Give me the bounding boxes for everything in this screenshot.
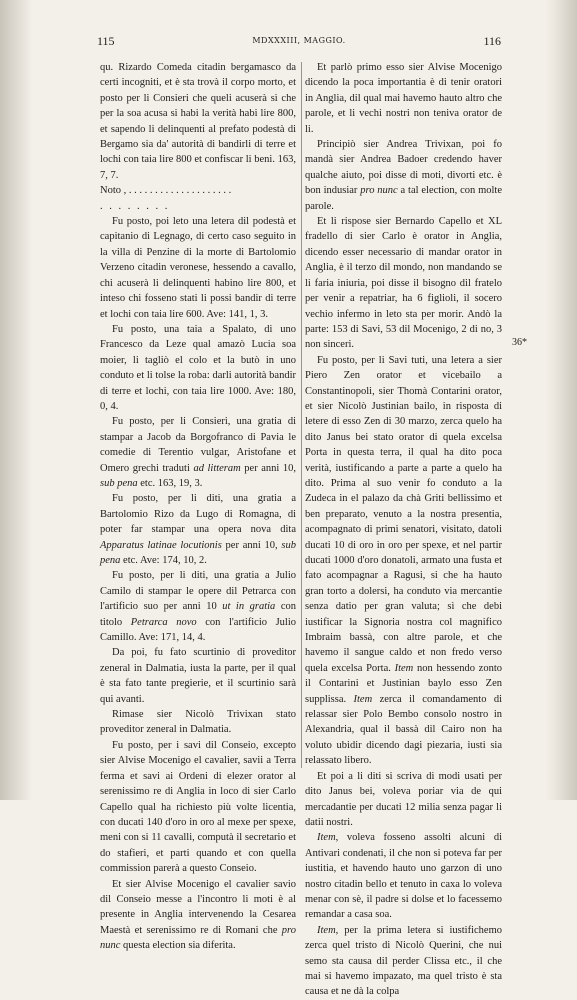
right-page-number: 116 [483,34,501,48]
margin-note: 36* [512,337,527,348]
paragraph [305,60,502,137]
text-run: Fu posto, per li diti, una gratia a Bartolomio Rizo da Lugo di Romagna, di poter far stampar una opera nova dita [100,493,296,536]
text-run: , per la prima letera si iustifichemo zerca quel tristo di Nicolò Querini, che nui semo sta causa dil perder Clissa etc., il che mai si havemo impazato, ma quel tristo è sta causa et ne dà la colpa [305,924,502,998]
paragraph [305,769,502,831]
paragraph [305,923,502,1000]
column-divider [301,62,302,768]
paragraph [100,199,296,214]
paragraph [100,322,296,414]
paragraph [100,491,296,568]
text-run: . . . . . . . . [100,200,170,212]
text-run: a tal election, con molte parole. [305,185,503,212]
text-run: Noto , . . . . . . . . . . . . . . . . . . . . [100,185,232,197]
text-run: zerca il comandamento di relassar sier Polo Bembo consolo nostro in Alexandria, qual il bassà dil Cairo non ha voluto ubidir dicendo dagi piezaria, iusti sia relassato libero. [305,693,502,767]
paragraph [305,214,502,353]
italic-text: sub pena [100,539,296,566]
text-run: etc. 163, 19, 3. [137,477,203,489]
page-edge-shadow-right [545,0,577,800]
paragraph [100,183,296,198]
text-run: Fu posto, per li Savi tuti, una letera a sier Piero Zen orator et vicebailo a Constantinopoli, sier Thomà Contarini orator, et sier Nicolò Justinian bailo, in risposta di letere di esso Zen di 30 marzo, zerca quelo ha dito Janus bei stato orator di quela excelsa Porta in questa terra, il qual ha dito poca verità, iustificando a parte a parte a quelo ha dito. Prima al suo venir fo conduto a la Zudeca in el palazo da chà Griti bellissimo et ben preparato, venuto a la nostra presentia, acompagnato di primi senatori, visitato, datoli ducati 10 di oro in oro per spexe, et nel partir ducati 1000 d'oro donatoli, armato una fusta et fato acompagnar a Ragusi, si che ha hauto gran torto a dolersi, ha conduto via mercantie senza datio per gran valuta; sì che debi iustificar la Signoria nostra col magnifico Imbraim bassà, con altre parole, et che havemo il sangue caldo et non fredo verso quela excelsa Porta. [305,354,502,674]
italic-text: pro nunc [360,185,398,197]
right-column [305,60,502,1000]
left-page-number: 115 [97,34,115,48]
running-header [97,34,501,48]
text-run: per anni 10, [240,462,296,474]
paragraph [100,645,296,707]
text-run: Fu posto, una taia a Spalato, di uno Francesco da Leze qual amazò Lucia soa moier, li tagliò el colo et la butò in uno conduto et li tolse la roba: darli autorità bandir di terre et lochi, con taia lire 1000. Ave: 180, 0, 4. [100,323,296,412]
text-run: per anni 10, [221,539,282,551]
text-run: Et poi a li diti si scriva di modi usati per dito Janus bei, voleva poriar via de qui mercadantie per ducati 12 milia senza pagar li datii nostri. [305,770,502,828]
paragraph [100,738,296,877]
text-run: questa election sia diferita. [120,940,236,952]
paragraph [100,707,296,738]
italic-text: Petrarca novo [130,616,197,628]
paragraph [305,353,502,769]
text-run: Fu posto, poi leto una letera dil podestà et capitanio di Legnago, di certo caso seguito in la villa di Penzine di la morte di Bartolomio Verzeno citadin veronese, hessendo a cavallo, chi acuserà li delinquenti habino lire 800, et inteso chi fosseno stati li possi bandir di terre et lochi con taia lire 600. Ave: 141, 1, 3. [100,216,296,320]
italic-text: Item [317,832,336,844]
italic-text: Item [317,924,336,936]
italic-text: Item [353,693,373,705]
paragraph [100,60,296,183]
text-run: Fu posto, per li Consieri, una gratia di stampar a Jacob da Borgofranco di Pavia le comedie di Terentio vulgar, Aristofane et Omero grechi traduti [100,416,296,474]
paragraph [100,414,296,491]
page-edge-shadow-left [0,0,32,800]
text-run: non hessendo zonto il Contarini et Justinian baylo esso Zen supplissa. [305,662,503,705]
text-run: Et parlò primo esso sier Alvise Mocenigo dicendo la poca importantia è di tenir oratori in Anglia, dil qual mai havemo hauto altro che parole, et li vechi nostri non teniva orator de li. [305,62,502,135]
paragraph [100,877,296,954]
paragraph [305,830,502,922]
paragraph [305,137,502,214]
running-title: MDXXXIII, MAGGIO. [252,36,346,45]
text-run: etc. Ave: 174, 10, 2. [120,555,207,566]
text-run: , voleva fosseno assolti alcuni di Antivari condenati, il che non si poteva far per iustitia, et havendo hauto uno garzon di uno nostro citadin bello et tenuto in caxa lo voleva menar con sè, il padre si dolse et lo facessemo remandar a casa soa. [305,832,502,921]
text-run: Fu posto, per li diti, una gratia a Julio Camilo di stampar le opere dil Petrarca con l'artificio suo per anni 10 [100,570,296,613]
text-run: Da poi, fu fato scurtinio di proveditor zeneral in Dalmatia, iusta la parte, per il qual è sta fato tante pregierie, et il scurtinio sarà qui avanti. [100,647,296,705]
italic-text: ut in gratia [222,601,276,613]
text-run: Principiò sier Andrea Trivixan, poi fo mandà sier Andrea Badoer credendo haver qualche aiuto, poi disse di moti, divorti etc. è bon indusiar [305,139,502,197]
text-run: con l'artificio Julio Camillo. Ave: 171, 14, 4. [100,616,297,644]
text-run: Et li rispose sier Bernardo Capello et XL fradello di sier Carlo è orator in Anglia, dicendo esser necessario di mandar orator in Anglia, è il terzo dil mondo, non mandando se li faria iniuria, poi disse il bisogno dil fratelo per venir a repatriar, ha 6 figlioli, il socero vechio infermo in leto sta per morir. Andò la parte: 153 di Savi, 53 dil Mocenigo, 2 di no, 3 non sinceri. [305,216,502,351]
text-run: con titolo [100,601,296,628]
italic-text: Apparatus latinae locutionis [100,539,222,551]
italic-text: ad litteram [193,462,241,474]
paragraph [100,214,296,322]
italic-text: pro nunc [100,924,296,952]
text-run: Et sier Alvise Mocenigo el cavalier savio dil Conseio messe a l'incontro li moti è al presente in Anglia intervenendo la Cesarea Maestà et serenissimo re di Romani che [100,878,296,936]
left-column [100,60,296,954]
italic-text: Item [394,662,414,674]
italic-text: sub pena [100,477,138,489]
text-run: qu. Rizardo Comeda citadin bergamasco da certi incogniti, et è sta trovà il corpo morto, et posto per li Consieri che queli acuserà sì che per la soa acusa si habi la verità habi lire 800, et sapendo li delinquenti al prefato podestà di Bergamo sia da' autorità di bandirli di terre et lochi con taia lire 800 et confiscar li beni. 163, 7, 7. [100,62,296,181]
text-run: Fu posto, per i savi dil Conseio, excepto sier Alvise Mocenigo el cavalier, savii a Terra ferma et savi ai Ordeni di elezer orator al serenissimo re di Anglia in loco di sier Carlo Capello qual ha richiesto più volte licentia, con ducati 140 d'oro in oro al mexe per spexe, meni con si 11 cavalli, computà il secretario et do stafieri, et parti quando et con quella commission parerà a questo Conseio. [100,739,296,875]
paragraph [100,568,296,645]
text-run: Rimase sier Nicolò Trivixan stato proveditor zeneral in Dalmatia. [100,709,296,736]
